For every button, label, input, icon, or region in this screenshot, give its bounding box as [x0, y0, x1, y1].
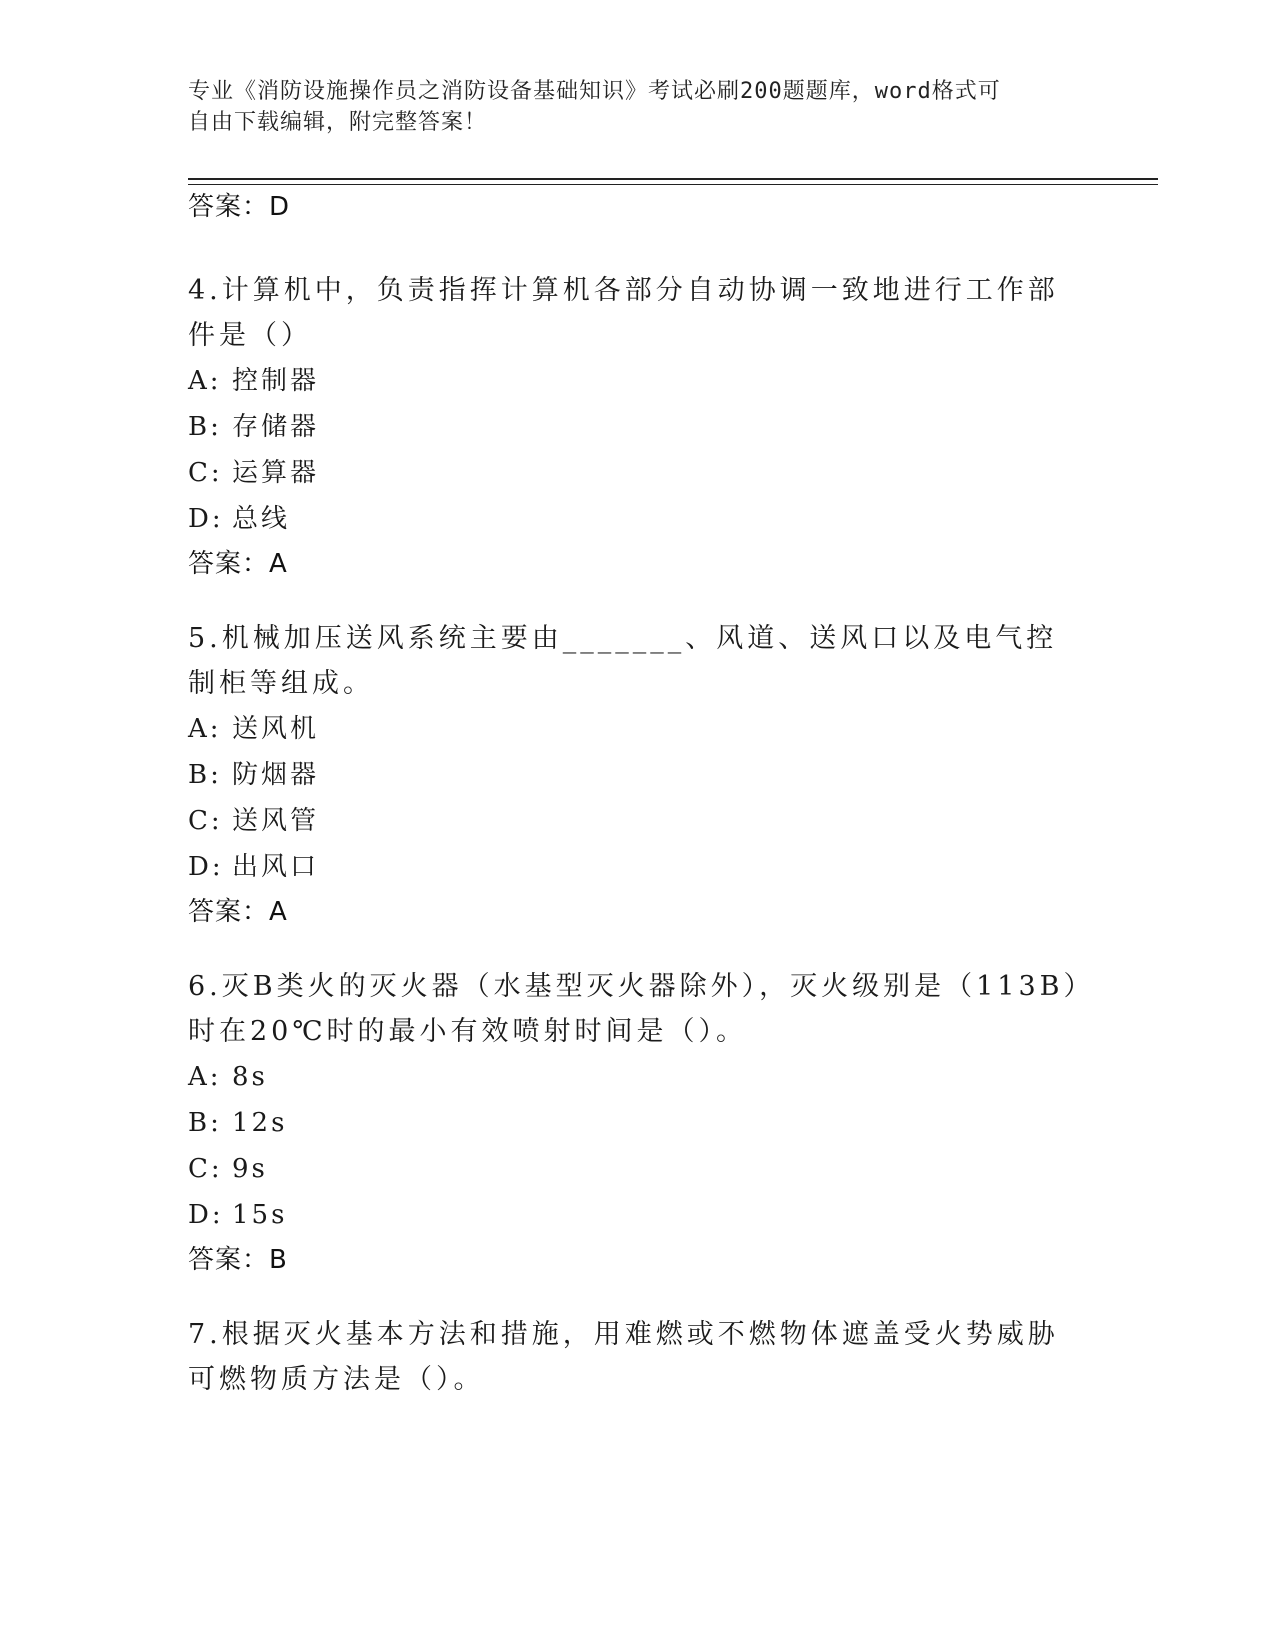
- option-d: D: 15s: [188, 1200, 288, 1230]
- question-text: 5.机械加压送风系统主要由_______、风道、送风口以及电气控制柜等组成。: [188, 623, 1058, 699]
- answer: 答案：A: [188, 549, 288, 579]
- header-divider-thin: [188, 184, 1158, 185]
- answer: 答案：A: [188, 897, 288, 927]
- option-d: D: 总线: [188, 504, 291, 534]
- question-7: [188, 1312, 1158, 1402]
- option-c: C: 运算器: [188, 458, 320, 488]
- question-4: [188, 268, 1158, 586]
- option-b: B: 防烟器: [188, 760, 320, 790]
- option-c: C: 送风管: [188, 806, 320, 836]
- option-b: B: 12s: [188, 1108, 288, 1138]
- option-d: D: 出风口: [188, 852, 320, 882]
- option-a: A: 控制器: [188, 366, 320, 396]
- question-5: [188, 616, 1158, 934]
- question-text: 7.根据灭火基本方法和措施，用难燃或不燃物体遮盖受火势威胁可燃物质方法是（）。: [188, 1319, 1059, 1395]
- question-text: 4.计算机中，负责指挥计算机各部分自动协调一致地进行工作部件是（）: [188, 275, 1059, 351]
- header-line-1: 专业《消防设施操作员之消防设备基础知识》考试必刷200题题库，word格式可: [188, 79, 1001, 104]
- question-6: [188, 964, 1158, 1282]
- previous-answer: 答案：D: [188, 192, 291, 222]
- answer: 答案：B: [188, 1245, 288, 1275]
- option-a: A: 送风机: [188, 714, 320, 744]
- document-header: [188, 76, 1068, 138]
- header-line-2: 自由下载编辑，附完整答案！: [188, 110, 488, 135]
- header-divider: [188, 178, 1158, 180]
- option-c: C: 9s: [188, 1154, 268, 1184]
- question-text: 6.灭B类火的灭火器（水基型灭火器除外），灭火级别是（113B）时在20℃时的最小有效喷射时间是（）。: [188, 971, 1081, 1047]
- option-a: A: 8s: [188, 1062, 268, 1092]
- option-b: B: 存储器: [188, 412, 320, 442]
